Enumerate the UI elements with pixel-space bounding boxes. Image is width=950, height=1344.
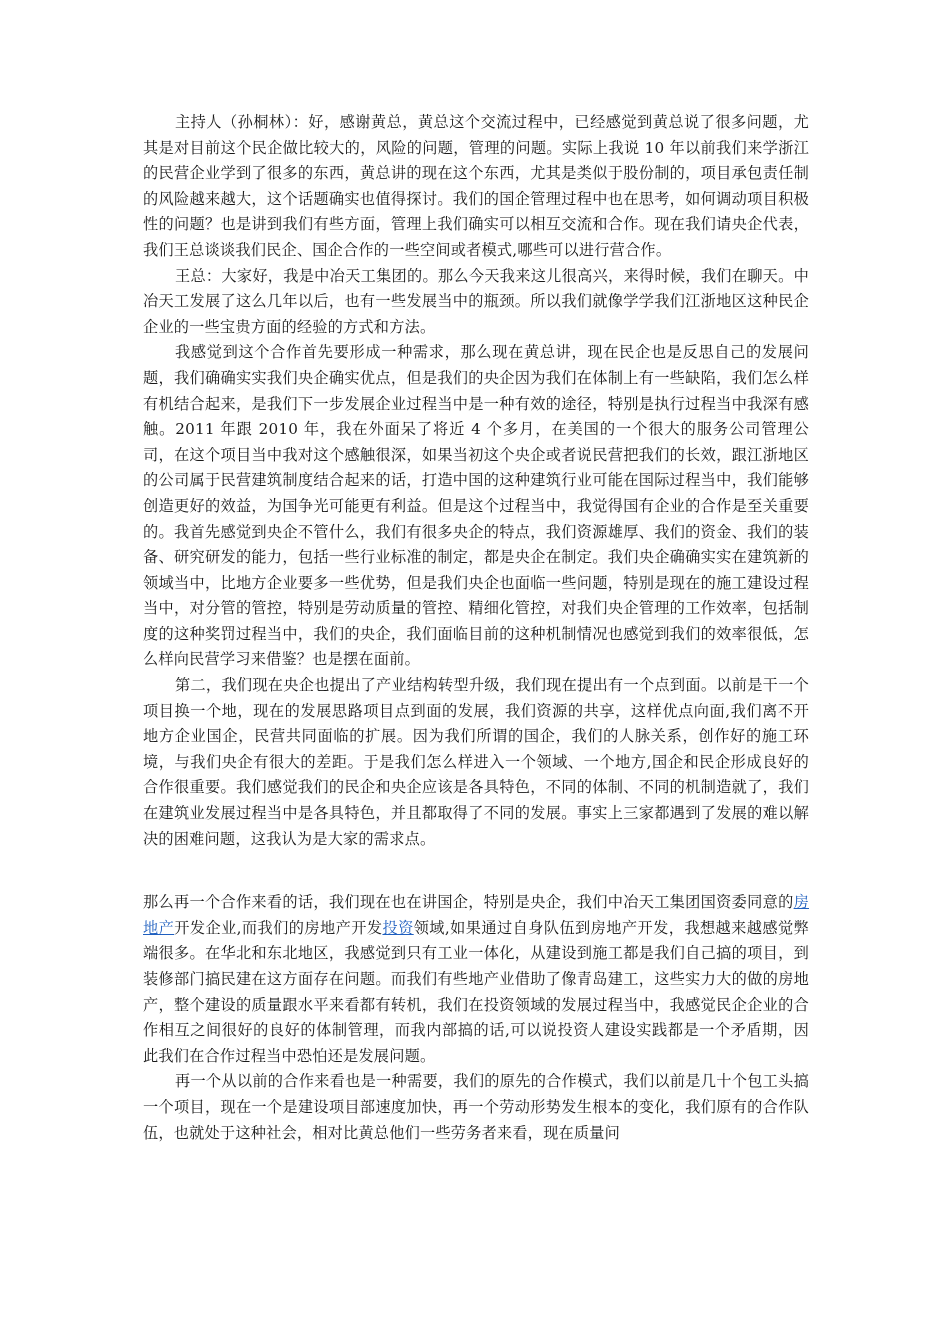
paragraph-real-estate-part-a: 那么再一个合作来看的话，我们现在也在讲国企，特别是央企，我们中冶天工集团国资委同意的 (143, 893, 794, 912)
paragraph-host-intro: 主持人（孙桐林）：好，感谢黄总，黄总这个交流过程中，已经感觉到黄总说了很多问题，尤其是对目前这个民企做比较大的，风险的问题，管理的问题。实际上我说 10 年以前我们来学浙江的民营企业学到了很多的东西，黄总讲的现在这个东西，尤其是类似于股份制的，项目承包责任制的风险越来越大，这个话题确实也值得探讨。我们的国企管理过程中也在思考，如何调动项目积极性的问题？也是讲到我们有些方面，管理上我们确实可以相互交流和合作。现在我们请央企代表，我们王总谈谈我们民企、国企合作的一些空间或者模式,哪些可以进行营合作。 (143, 113, 809, 259)
paragraph-gap (143, 852, 809, 890)
paragraph-wang-greeting: 王总：大家好，我是中冶天工集团的。那么今天我来这儿很高兴，来得时候，我们在聊天。中冶天工发展了这么几年以后，也有一些发展当中的瓶颈。所以我们就像学学我们江浙地区这种民企企业的一些宝贵方面的经验的方式和方法。 (143, 266, 809, 336)
paragraph-real-estate-part-c: 领域,如果通过自身队伍到房地产开发，我想越来越感觉弊端很多。在华北和东北地区，我感觉到只有工业一体化，从建设到施工都是我们自己搞的项目，到装修部门搞民建在这方面存在问题。而我们有些地产业借助了像青岛建工，这些实力大的做的房地产，整个建设的质量跟水平来看都有转机，我们在投资领域的发展过程当中，我感觉民企企业的合作相互之间很好的良好的体制管理，而我内部搞的话,可以说投资人建设实践都是一个矛盾期，因此我们在合作过程当中恐怕还是发展问题。 (143, 918, 810, 1065)
paragraph-cooperation-demand: 我感觉到这个合作首先要形成一种需求，那么现在黄总讲，现在民企也是反思自己的发展问题，我们确确实实我们央企确实优点，但是我们的央企因为我们在体制上有一些缺陷，我们怎么样有机结合起来，是我们下一步发展企业过程当中是一种有效的途径，特别是执行过程当中我深有感触。2011 年跟 2010 年，我在外面呆了将近 4 个多月，在美国的一个很大的服务公司管理公司，在这个项目当中我对这个感触很深，如果当初这个央企或者说民营把我们的长效，跟江浙地区的公司属于民营建筑制度结合起来的话，打造中国的这种建筑行业可能在国际过程当中，我们能够创造更好的效益，为国争光可能更有利益。但是这个过程当中，我觉得国有企业的合作是至关重要的。我首先感觉到央企不管什么，我们有很多央企的特点，我们资源雄厚、我们的资金、我们的装备、研究研发的能力，包括一些行业标准的制定，都是央企在制定。我们央企确确实实在建筑新的领域当中，比地方企业要多一些优势，但是我们央企也面临一些问题，特别是现在的施工建设过程当中，对分管的管控，特别是劳动质量的管控、精细化管控，对我们央企管理的工作效率，包括制度的这种奖罚过程当中，我们的央企，我们面临目前的这种机制情况也感觉到我们的效率很低，怎么样向民营学习来借鉴？也是摆在面前。 (143, 343, 809, 669)
document-body (143, 110, 809, 1146)
paragraph-real-estate-part-b: 开发企业,而我们的房地产开发 (174, 918, 383, 937)
investment-link[interactable]: 投资 (382, 918, 414, 937)
real-estate-link[interactable]: 房地产 (143, 893, 809, 937)
paragraph-real-estate (143, 890, 809, 1069)
paragraph-industry-transformation: 第二，我们现在央企也提出了产业结构转型升级，我们现在提出有一个点到面。以前是干一个项目换一个地，现在的发展思路项目点到面的发展，我们资源的共享，这样优点向面,我们离不开地方企业国企，民营共同面临的扩展。因为我们所谓的国企，我们的人脉关系，创作好的施工环境，与我们央企有很大的差距。于是我们怎么样进入一个领域、一个地方,国企和民企形成良好的合作很重要。我们感觉我们的民企和央企应该是各具特色，不同的体制、不同的机制造就了，我们在建筑业发展过程当中是各具特色，并且都取得了不同的发展。事实上三家都遇到了发展的难以解决的困难问题，这我认为是大家的需求点。 (143, 676, 809, 848)
paragraph-past-cooperation: 再一个从以前的合作来看也是一种需要，我们的原先的合作模式，我们以前是几十个包工头搞一个项目，现在一个是建设项目部速度加快，再一个劳动形势发生根本的变化，我们原有的合作队伍，也就处于这种社会，相对比黄总他们一些劳务者来看，现在质量问 (143, 1072, 809, 1142)
